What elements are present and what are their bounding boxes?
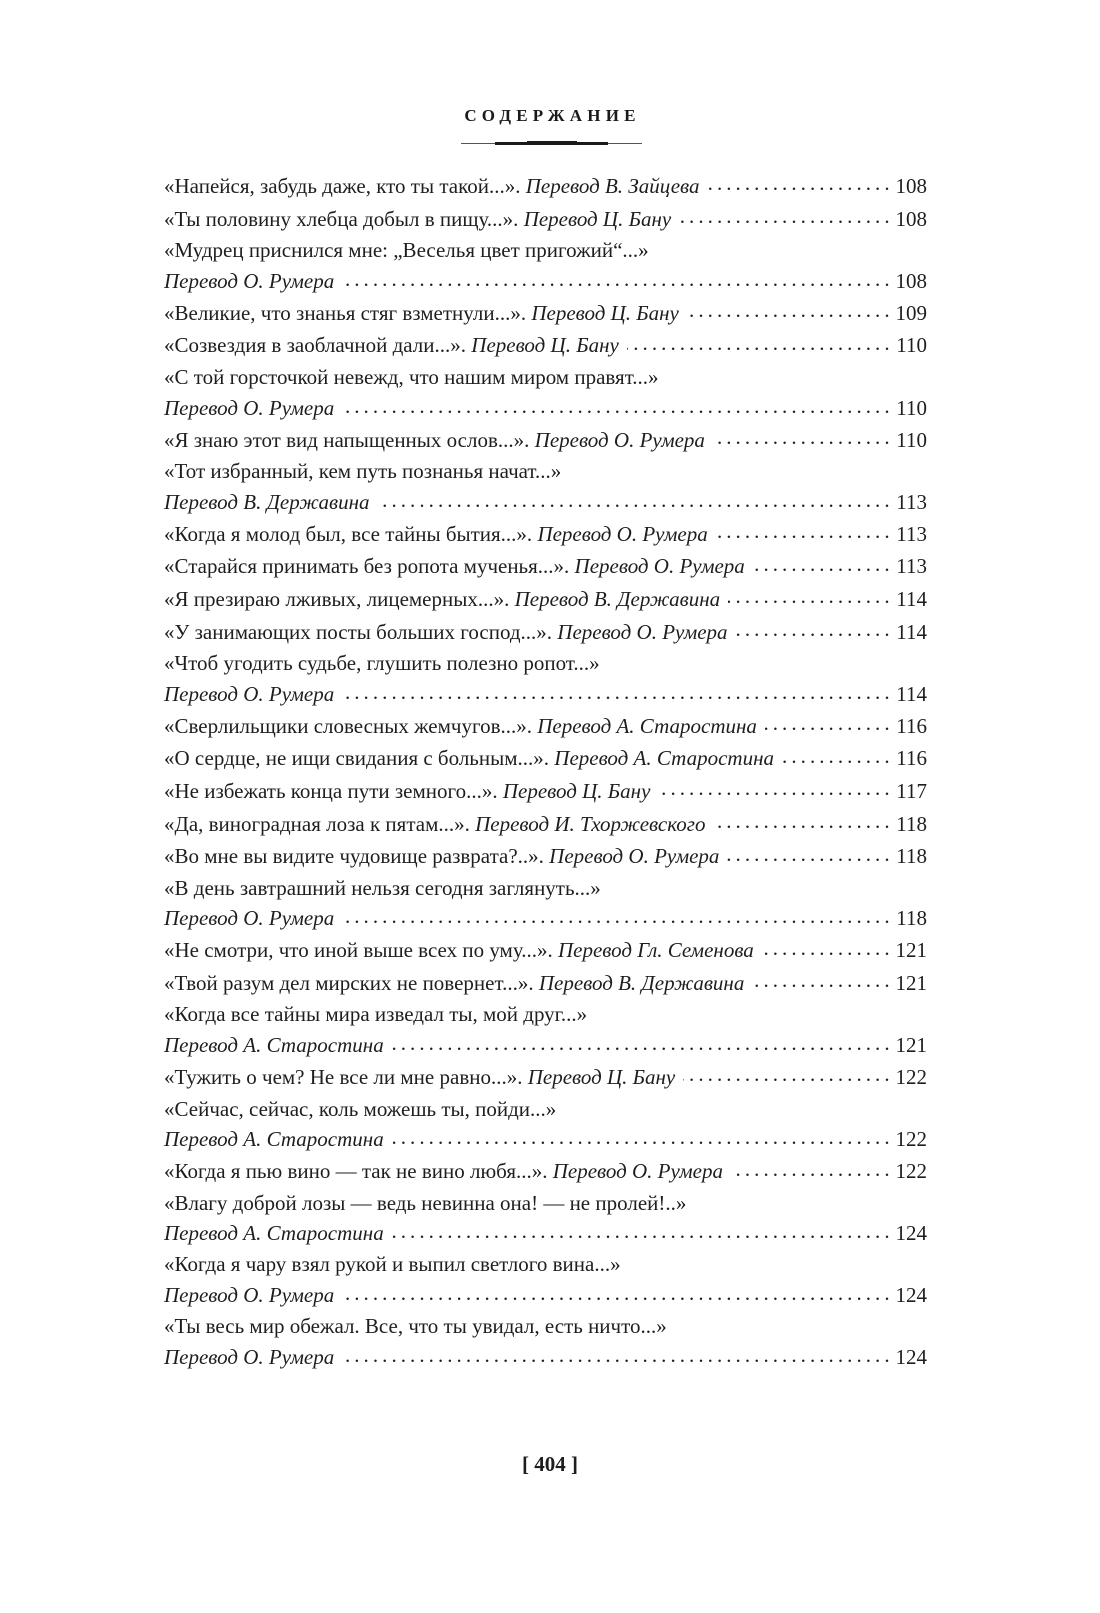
entry-title: «Я презираю лживых, лицемерных...». — [164, 586, 515, 611]
toc-entry[interactable] — [164, 616, 927, 649]
toc-entry[interactable] — [164, 1061, 927, 1094]
toc-entry[interactable] — [164, 203, 927, 236]
dot-leader — [679, 205, 889, 226]
toc-entry-title-line — [164, 363, 927, 393]
toc-entry[interactable] — [164, 840, 927, 873]
entry-translator: Перевод В. Державина — [538, 970, 745, 995]
toc-entry[interactable] — [164, 775, 927, 808]
dot-leader — [342, 394, 889, 415]
entry-translator: Перевод О. Румера — [164, 1283, 335, 1308]
entry-title: «Я знаю этот вид напыщенных ослов...». — [164, 427, 535, 452]
entry-page-number: 122 — [895, 1065, 927, 1090]
entry-title: «Когда я молод был, все тайны бытия...». — [164, 521, 538, 546]
entry-translator: Перевод А. Старостина — [554, 746, 774, 771]
toc-entry-title-line — [164, 649, 927, 679]
toc-entry[interactable] — [164, 297, 927, 330]
toc-entry[interactable] — [164, 1030, 927, 1061]
dot-leader — [752, 969, 889, 990]
entry-title: «Во мне вы видите чудовище разврата?..». — [164, 844, 550, 869]
entry-translator: Перевод Ц. Бану — [531, 300, 679, 325]
entry-page-number: 118 — [896, 844, 927, 869]
entry-page-number: 124 — [895, 1221, 927, 1246]
entry-title: «В день завтрашний нельзя сегодня заглянуть...» — [164, 875, 601, 900]
toc-entry[interactable] — [164, 518, 927, 551]
entry-title: «Ты весь мир обежал. Все, что ты увидал, есть ничто...» — [164, 1314, 667, 1339]
toc-entry[interactable] — [164, 487, 927, 518]
toc-entry-title-line — [164, 1250, 927, 1280]
entry-translator: Перевод В. Державина — [164, 489, 370, 514]
dot-leader — [378, 488, 889, 509]
dot-leader — [342, 904, 889, 925]
dot-leader — [342, 267, 889, 288]
entry-translator: Перевод О. Румера — [164, 1344, 335, 1369]
entry-title: «Когда все тайны мира изведал ты, мой друг...» — [164, 1002, 588, 1027]
entry-translator: Перевод А. Старостина — [164, 1033, 384, 1058]
toc-entry-title-line — [164, 1000, 927, 1030]
entry-page-number: 117 — [896, 778, 927, 803]
entry-translator: Перевод А. Старостина — [164, 1127, 384, 1152]
dot-leader — [716, 520, 889, 541]
entry-page-number: 124 — [895, 1283, 927, 1308]
entry-title: «Тот избранный, кем путь познанья начат...» — [164, 459, 562, 484]
entry-translator: Перевод Ц. Бану — [523, 206, 672, 231]
toc-entry-title-line — [164, 1095, 927, 1125]
entry-translator: Перевод Ц. Бану — [502, 778, 651, 803]
toc-entry[interactable] — [164, 808, 927, 841]
entry-page-number: 110 — [896, 427, 927, 452]
toc-entry[interactable] — [164, 170, 927, 203]
toc-entry-title-line — [164, 236, 927, 266]
entry-page-number: 113 — [896, 521, 927, 546]
dot-leader — [728, 585, 889, 606]
toc-entry[interactable] — [164, 1218, 927, 1249]
table-of-contents — [164, 170, 927, 1373]
dot-leader — [687, 299, 889, 320]
entry-title: «Сверлильщики словесных жемчугов...». — [164, 713, 538, 738]
toc-entry[interactable] — [164, 1342, 927, 1373]
dot-leader — [727, 842, 889, 863]
dot-leader — [342, 680, 889, 701]
entry-translator: Перевод О. Румера — [549, 844, 720, 869]
entry-page-number: 108 — [895, 174, 927, 198]
entry-title: «Когда я пью вино — так не вино любя...». — [164, 1159, 553, 1184]
entry-translator: Перевод О. Румера — [164, 906, 335, 931]
entry-page-number: 122 — [895, 1159, 927, 1184]
entry-title: «Не смотри, что иной выше всех по уму...». — [164, 938, 558, 963]
entry-translator: Перевод Ц. Бану — [527, 1065, 676, 1090]
entry-translator: Перевод В. Державина — [514, 586, 721, 611]
entry-page-number: 121 — [895, 1033, 927, 1058]
dot-leader — [753, 552, 889, 573]
dot-leader — [342, 1343, 889, 1364]
dot-leader — [392, 1125, 889, 1146]
dot-leader — [627, 331, 889, 352]
entry-title: «Не избежать конца пути земного...». — [164, 778, 503, 803]
dot-leader — [392, 1031, 889, 1052]
entry-title: «О сердце, не ищи свидания с больным...». — [164, 746, 555, 771]
entry-page-number: 113 — [896, 554, 927, 579]
dot-leader — [708, 172, 889, 193]
page-number: [ 404 ] — [522, 1452, 578, 1476]
entry-title: «Сейчас, сейчас, коль можешь ты, пойди...» — [164, 1096, 557, 1121]
toc-entry[interactable] — [164, 424, 927, 457]
entry-page-number: 108 — [895, 268, 927, 293]
entry-translator: Перевод О. Румера — [534, 427, 705, 452]
entry-translator: Перевод О. Румера — [164, 268, 335, 293]
entry-page-number: 113 — [896, 489, 927, 514]
section-title: СОДЕРЖАНИЕ — [464, 106, 641, 125]
toc-entry-title-line — [164, 457, 927, 487]
toc-entry[interactable] — [164, 393, 927, 424]
entry-title: «С той горсточкой невежд, что нашим миром правят...» — [164, 364, 659, 389]
dot-leader — [683, 1063, 889, 1084]
toc-entry[interactable] — [164, 742, 927, 775]
toc-entry-title-line — [164, 1312, 927, 1342]
toc-entry[interactable] — [164, 329, 927, 362]
entry-title: «Напейся, забудь даже, кто ты такой...». — [164, 174, 526, 198]
toc-entry-title-line — [164, 874, 927, 904]
toc-entry[interactable] — [164, 679, 927, 710]
entry-translator: Перевод О. Румера — [574, 554, 745, 579]
entry-page-number: 116 — [896, 746, 927, 771]
entry-translator: Перевод А. Старостина — [537, 713, 757, 738]
entry-translator: Перевод Ц. Бану — [471, 333, 619, 358]
entry-page-number: 114 — [896, 586, 927, 611]
dot-leader — [713, 426, 889, 447]
entry-page-number: 110 — [896, 395, 927, 420]
entry-page-number: 118 — [896, 906, 927, 931]
toc-entry[interactable] — [164, 934, 927, 967]
entry-page-number: 114 — [896, 681, 927, 706]
entry-title: «У занимающих посты больших господ...». — [164, 619, 558, 644]
toc-entry[interactable] — [164, 1124, 927, 1155]
entry-translator: Перевод О. Румера — [164, 395, 335, 420]
toc-entry[interactable] — [164, 1155, 927, 1188]
header-rule-center — [527, 141, 577, 145]
toc-entry[interactable] — [164, 903, 927, 934]
entry-title: «Созвездия в заоблачной дали...». — [164, 333, 472, 358]
entry-page-number: 116 — [896, 713, 927, 738]
entry-translator: Перевод О. Румера — [164, 681, 335, 706]
entry-title: «Твой разум дел мирских не повернет...». — [164, 970, 539, 995]
entry-page-number: 108 — [895, 206, 927, 231]
entry-translator: Перевод О. Румера — [557, 619, 728, 644]
entry-translator: Перевод Гл. Семенова — [558, 938, 754, 963]
entry-title: «Старайся принимать без ропота мученья...». — [164, 554, 575, 579]
entry-page-number: 110 — [896, 333, 927, 358]
entry-translator: Перевод О. Румера — [552, 1159, 724, 1184]
dot-leader — [731, 1157, 889, 1178]
toc-entry[interactable] — [164, 710, 927, 743]
entry-title: «Да, виноградная лоза к пятам...». — [164, 811, 476, 836]
entry-title: «Чтоб угодить судьбе, глушить полезно ропот...» — [164, 651, 600, 676]
entry-page-number: 122 — [895, 1127, 927, 1152]
dot-leader — [658, 777, 889, 798]
toc-entry[interactable] — [164, 967, 927, 1000]
entry-page-number: 114 — [896, 619, 927, 644]
entry-page-number: 124 — [895, 1344, 927, 1369]
dot-leader — [782, 744, 889, 765]
entry-translator: Перевод И. Тхоржевского — [475, 811, 706, 836]
dot-leader — [765, 712, 889, 733]
entry-title: «Великие, что знанья стяг взметнули...». — [164, 300, 532, 325]
dot-leader — [762, 936, 889, 957]
running-header — [0, 106, 1100, 126]
dot-leader — [342, 1281, 889, 1302]
entry-title: «Мудрец приснился мне: „Веселья цвет пригожий“...» — [164, 238, 649, 263]
entry-page-number: 121 — [895, 970, 927, 995]
entry-title: «Тужить о чем? Не все ли мне равно...». — [164, 1065, 528, 1090]
dot-leader — [392, 1219, 889, 1240]
entry-title: «Когда я чару взял рукой и выпил светлого вина...» — [164, 1252, 621, 1277]
entry-page-number: 118 — [896, 811, 927, 836]
toc-entry[interactable] — [164, 583, 927, 616]
toc-entry[interactable] — [164, 1280, 927, 1311]
entry-page-number: 109 — [895, 300, 927, 325]
entry-translator: Перевод О. Румера — [537, 521, 708, 546]
dot-leader — [713, 810, 889, 831]
entry-title: «Влагу доброй лозы — ведь невинна она! — не пролей!..» — [164, 1190, 687, 1215]
entry-translator: Перевод А. Старостина — [164, 1221, 384, 1246]
toc-entry[interactable] — [164, 266, 927, 297]
entry-title: «Ты половину хлебца добыл в пищу...». — [164, 206, 524, 231]
entry-page-number: 121 — [895, 938, 927, 963]
toc-entry[interactable] — [164, 550, 927, 583]
dot-leader — [736, 618, 889, 639]
toc-entry-title-line — [164, 1189, 927, 1219]
entry-translator: Перевод В. Зайцева — [525, 174, 700, 198]
